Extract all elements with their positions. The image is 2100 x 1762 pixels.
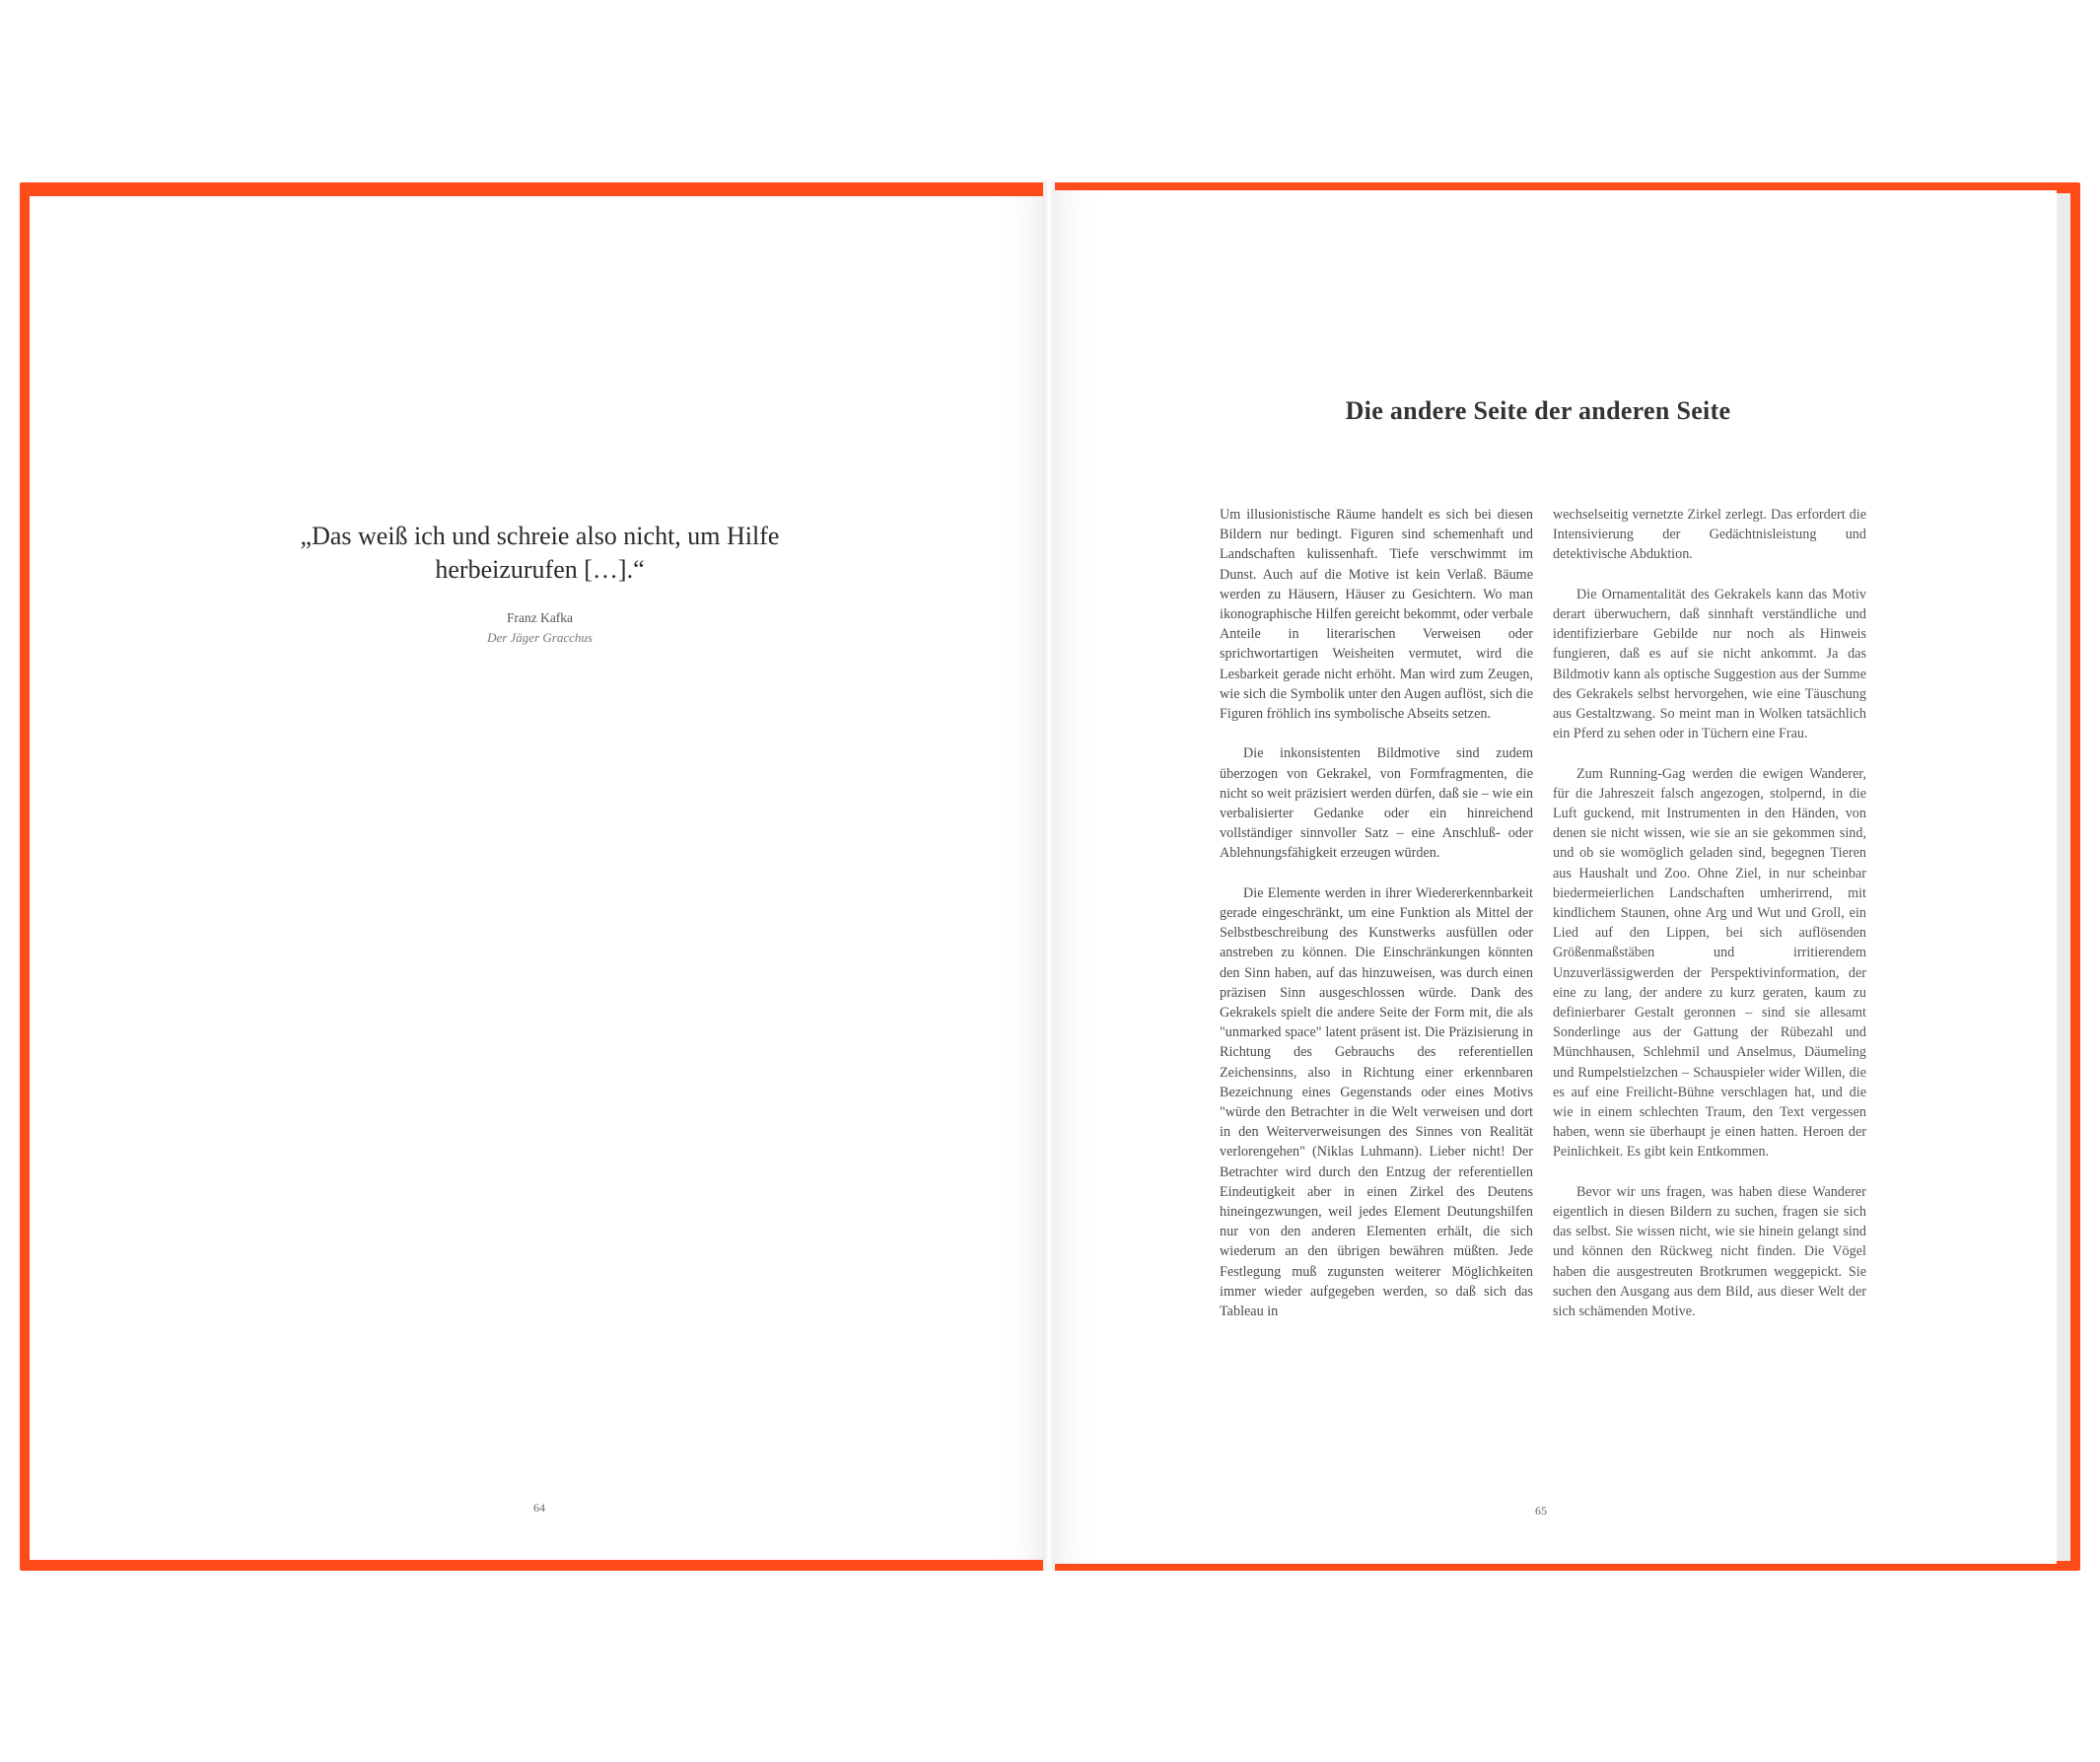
chapter-title: Die andere Seite der anderen Seite — [1345, 396, 1731, 425]
paragraph: Die Ornamentalität des Gekrakels kann das Motiv derart überwuchern, daß sinnhaft verständliche und identifizierbare Gebilde nur noch als Hinweis fungieren, daß es auf sie nicht ankommt. Ja das Bildmotiv kann als optische Suggestion aus der Summe des Gekrakels selbst hervorgehen, wie eine Täuschung aus Gestaltzwang. So meint man in Wolken tatsächlich ein Pferd zu sehen oder in Tüchern eine Frau. — [1553, 586, 1866, 742]
paragraph: Die Elemente werden in ihrer Wiedererkennbarkeit gerade eingeschränkt, um eine Funktion als Mittel der Selbstbeschreibung des Kunstwerks ausfüllen oder anstreben zu können. Die Einschränkungen könnten den Sinn haben, auf das hinzuweisen, was durch einen präzisen Sinn ausgeschlossen würde. Dank des Gekrakels spielt die andere Seite der Form mit, die als "unmarked space" latent präsent ist. Die Präzisierung in Richtung des Gebrauchs des referentiellen Zeichensinns, also in Richtung einer erkennbaren Bezeichnung eines Gegenstands oder eines Motivs "würde den Betrachter in die Welt verweisen und dort in den Weiterverweisungen des Sinnes von Realität verlorengehen" (Niklas Luhmann). Lieber nicht! Der Betrachter wird durch den Entzug der referentiellen Eindeutigkeit aber in einen Zirkel des Deutens hineingezwungen, weil jedes Element Deutungshilfen nur von den anderen Elementen erhält, die sich wiederum an den übrigen bewähren müßten. Jede Festlegung muß zugunsten weiterer Möglichkeiten immer wieder aufgegeben werden, so daß sich das Tableau in — [1220, 884, 1533, 1320]
page-edges — [2057, 193, 2070, 1561]
paragraph: wechselseitig vernetzte Zirkel zerlegt. Das erfordert die Intensivierung der Gedächtnisleistung und detektivische Abduktion. — [1553, 507, 1866, 563]
paragraph: Um illusionistische Räume handelt es sich bei diesen Bildern nur bedingt. Figuren sind schemenhaft und Landschaften kulissenhaft. Tiefe verschwimmt im Dunst. Auch auf die Motive ist kein Verlaß. Bäume werden zu Häusern, Häuser zu Gesichtern. Wo man ikonographische Hilfen gereicht bekommt, oder verbale Anteile in literarischen Verweisen oder sprichwortartigen Weisheiten vermutet, wird die Lesbarkeit gerade nicht erhöht. Man wird zum Zeugen, wie sich die Symbolik unter den Augen auflöst, sich die Figuren fröhlich ins symbolische Abseits setzen. — [1220, 507, 1533, 723]
paragraph: Die inkonsistenten Bildmotive sind zudem überzogen von Gekrakel, von Formfragmenten, die nicht so weit präzisiert werden dürfen, daß sie – wie ein verbalisierter Gedanke oder ein hinreichend vollständiger sinnvoller Satz – eine Anschluß- oder Ablehnungsfähigkeit erzeugen würden. — [1220, 745, 1533, 862]
page-number-left: 64 — [533, 1501, 545, 1515]
book-spine — [1043, 180, 1055, 1571]
page-number-right: 65 — [1535, 1504, 1547, 1517]
left-page — [30, 196, 1045, 1560]
paragraph: Bevor wir uns fragen, was haben diese Wanderer eigentlich in diesen Bildern zu suchen, fragen sie sich das selbst. Sie wissen nicht, wie sie hinein gelangt sind und können den Rückweg nicht finden. Die Vögel haben die ausgestreuten Brotkrumen weggepickt. Sie suchen den Ausgang aus dem Bild, aus dieser Welt der sich schämenden Motive. — [1553, 1183, 1866, 1320]
epigraph-source: Der Jäger Gracchus — [487, 630, 593, 645]
text-column-1 — [1220, 505, 1533, 1341]
epigraph-author: Franz Kafka — [506, 610, 574, 625]
epigraph-quote: „Das weiß ich und schreie also nicht, um Hilfe herbeizurufen […].“ — [300, 522, 780, 584]
text-column-2 — [1553, 505, 1866, 1341]
paragraph: Zum Running-Gag werden die ewigen Wanderer, für die Jahreszeit falsch angezogen, stolpernd, in die Luft guckend, mit Instrumenten in den Händen, von denen sie nicht wissen, wie sie an sie gekommen sind, und ob sie womöglich geladen sind, begegnen Tieren aus Haushalt und Zoo. Ohne Ziel, in nur scheinbar biedermeierlichen Landschaften umherirrend, mit kindlichem Staunen, ohne Arg und Wut und Groll, ein Lied auf den Lippen, bei sich auflösenden Größenmaßstäben und irritierendem Unzuverlässigwerden der Perspektivinformation, der eine zu lang, der andere zu kurz geraten, kaum zu definierbarer Gestalt geronnen – sind sie allesamt Sonderlinge aus der Gattung der Rübezahl und Münchhausen, Schlehmil und Anselmus, Däumeling und Rumpelstielzchen – Schauspieler wider Willen, die es auf eine Freilicht-Bühne verschlagen hat, und die wie in einem schlechten Traum, den Text vergessen haben, wenn sie überhaupt je einen hatten. Heroen der Peinlichkeit. Es gibt kein Entkommen. — [1553, 765, 1866, 1161]
